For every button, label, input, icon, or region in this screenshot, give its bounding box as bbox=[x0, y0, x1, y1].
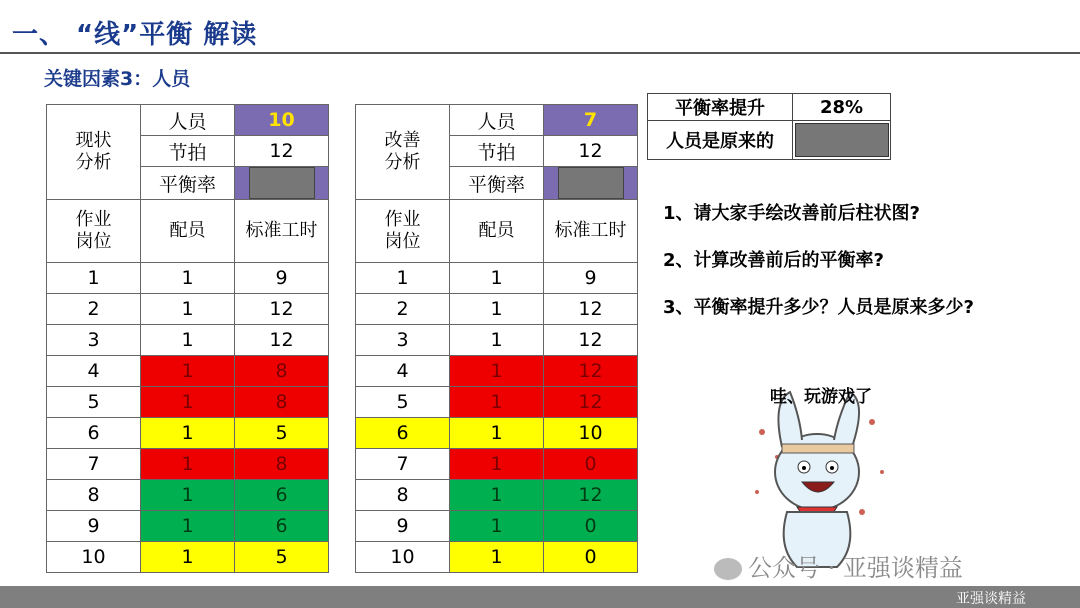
meta-value-takt: 12 bbox=[544, 136, 638, 167]
cell-post: 9 bbox=[47, 511, 141, 542]
table-row bbox=[356, 542, 638, 573]
blank-answer-box bbox=[558, 167, 624, 199]
table-row bbox=[47, 511, 329, 542]
cell-staff: 1 bbox=[141, 542, 235, 573]
summary-value: 28% bbox=[793, 94, 891, 121]
table-row bbox=[47, 356, 329, 387]
col-header-post: 作业 岗位 bbox=[356, 200, 450, 263]
table-row bbox=[47, 449, 329, 480]
cell-staff: 1 bbox=[141, 418, 235, 449]
meta-label: 人员 bbox=[450, 105, 544, 136]
footer-bar bbox=[0, 586, 1080, 608]
cell-time: 10 bbox=[544, 418, 638, 449]
cell-post: 2 bbox=[47, 294, 141, 325]
meta-label: 平衡率 bbox=[450, 167, 544, 200]
table-row bbox=[47, 418, 329, 449]
cell-time: 0 bbox=[544, 511, 638, 542]
cell-staff: 1 bbox=[141, 449, 235, 480]
question-item: 2、计算改善前后的平衡率? bbox=[663, 250, 884, 271]
cell-staff: 1 bbox=[141, 263, 235, 294]
table-row bbox=[356, 418, 638, 449]
cell-post: 8 bbox=[356, 480, 450, 511]
watermark bbox=[714, 548, 963, 583]
table-row bbox=[356, 511, 638, 542]
balance-rate-blank bbox=[544, 167, 638, 200]
cell-post: 5 bbox=[356, 387, 450, 418]
cell-post: 3 bbox=[356, 325, 450, 356]
cell-post: 3 bbox=[47, 325, 141, 356]
footer-text: 亚强谈精益 bbox=[956, 591, 1026, 607]
cell-time: 9 bbox=[235, 263, 329, 294]
cell-staff: 1 bbox=[450, 263, 544, 294]
blank-answer-box bbox=[249, 167, 315, 199]
cell-post: 7 bbox=[356, 449, 450, 480]
cell-staff: 1 bbox=[141, 480, 235, 511]
cell-time: 12 bbox=[235, 325, 329, 356]
table-row bbox=[356, 480, 638, 511]
table-row bbox=[47, 263, 329, 294]
cell-time: 12 bbox=[544, 356, 638, 387]
meta-label: 人员 bbox=[141, 105, 235, 136]
cell-staff: 1 bbox=[450, 511, 544, 542]
meta-label: 节拍 bbox=[141, 136, 235, 167]
section-subtitle: 关键因素3：人员 bbox=[44, 68, 191, 90]
mascot-caption: 哇、玩游戏了 bbox=[770, 387, 872, 407]
question-item: 3、平衡率提升多少？人员是原来多少? bbox=[663, 297, 974, 318]
table-row bbox=[356, 387, 638, 418]
cell-staff: 1 bbox=[141, 325, 235, 356]
rows-after bbox=[356, 263, 638, 573]
table-before bbox=[46, 104, 329, 573]
cell-post: 1 bbox=[47, 263, 141, 294]
cell-post: 10 bbox=[47, 542, 141, 573]
cell-post: 2 bbox=[356, 294, 450, 325]
page-title: 一、 “线”平衡 解读 bbox=[12, 20, 258, 50]
cell-post: 7 bbox=[47, 449, 141, 480]
summary-blank bbox=[793, 121, 891, 160]
summary-label: 人员是原来的 bbox=[648, 121, 793, 160]
cell-time: 6 bbox=[235, 511, 329, 542]
table-row bbox=[356, 325, 638, 356]
summary-label: 平衡率提升 bbox=[648, 94, 793, 121]
table-after bbox=[355, 104, 638, 573]
cell-time: 8 bbox=[235, 387, 329, 418]
table-row bbox=[356, 356, 638, 387]
col-header-post: 作业 岗位 bbox=[47, 200, 141, 263]
cell-time: 12 bbox=[544, 294, 638, 325]
cell-staff: 1 bbox=[141, 356, 235, 387]
cell-time: 0 bbox=[544, 542, 638, 573]
cell-post: 5 bbox=[47, 387, 141, 418]
cell-time: 0 bbox=[544, 449, 638, 480]
cell-staff: 1 bbox=[141, 511, 235, 542]
cell-post: 1 bbox=[356, 263, 450, 294]
balance-rate-blank bbox=[235, 167, 329, 200]
section-label: 改善 分析 bbox=[356, 105, 450, 200]
col-header-time: 标准工时 bbox=[235, 200, 329, 263]
cell-time: 5 bbox=[235, 542, 329, 573]
table-row bbox=[356, 449, 638, 480]
cell-time: 12 bbox=[544, 480, 638, 511]
cell-time: 12 bbox=[544, 387, 638, 418]
cell-staff: 1 bbox=[450, 480, 544, 511]
cell-time: 12 bbox=[544, 325, 638, 356]
cell-time: 8 bbox=[235, 449, 329, 480]
cell-staff: 1 bbox=[141, 387, 235, 418]
meta-label: 节拍 bbox=[450, 136, 544, 167]
cell-post: 8 bbox=[47, 480, 141, 511]
table-row bbox=[356, 294, 638, 325]
cell-post: 4 bbox=[47, 356, 141, 387]
meta-label: 平衡率 bbox=[141, 167, 235, 200]
question-list bbox=[663, 190, 974, 331]
cell-staff: 1 bbox=[450, 418, 544, 449]
table-row bbox=[47, 294, 329, 325]
col-header-staff: 配员 bbox=[141, 200, 235, 263]
cell-post: 9 bbox=[356, 511, 450, 542]
watermark-text: 公众号 · 亚强谈精益 bbox=[748, 554, 963, 582]
cell-time: 5 bbox=[235, 418, 329, 449]
table-row bbox=[47, 325, 329, 356]
cell-time: 12 bbox=[235, 294, 329, 325]
meta-value-staff: 10 bbox=[235, 105, 329, 136]
table-row bbox=[356, 263, 638, 294]
meta-value-takt: 12 bbox=[235, 136, 329, 167]
cell-staff: 1 bbox=[450, 294, 544, 325]
title-divider bbox=[0, 52, 1080, 54]
cell-post: 6 bbox=[47, 418, 141, 449]
rows-before bbox=[47, 263, 329, 573]
cell-staff: 1 bbox=[450, 325, 544, 356]
table-row bbox=[47, 542, 329, 573]
meta-value-staff: 7 bbox=[544, 105, 638, 136]
section-label: 现状 分析 bbox=[47, 105, 141, 200]
table-row bbox=[47, 387, 329, 418]
cell-post: 6 bbox=[356, 418, 450, 449]
blank-answer-box bbox=[795, 123, 889, 157]
cell-staff: 1 bbox=[450, 387, 544, 418]
cell-staff: 1 bbox=[450, 542, 544, 573]
cell-time: 8 bbox=[235, 356, 329, 387]
cell-staff: 1 bbox=[450, 449, 544, 480]
cell-staff: 1 bbox=[450, 356, 544, 387]
wechat-icon bbox=[714, 558, 742, 580]
col-header-staff: 配员 bbox=[450, 200, 544, 263]
col-header-time: 标准工时 bbox=[544, 200, 638, 263]
question-item: 1、请大家手绘改善前后柱状图? bbox=[663, 203, 920, 224]
cell-post: 4 bbox=[356, 356, 450, 387]
cell-time: 9 bbox=[544, 263, 638, 294]
cell-staff: 1 bbox=[141, 294, 235, 325]
cell-post: 10 bbox=[356, 542, 450, 573]
table-row bbox=[47, 480, 329, 511]
summary-table bbox=[647, 93, 891, 160]
cell-time: 6 bbox=[235, 480, 329, 511]
